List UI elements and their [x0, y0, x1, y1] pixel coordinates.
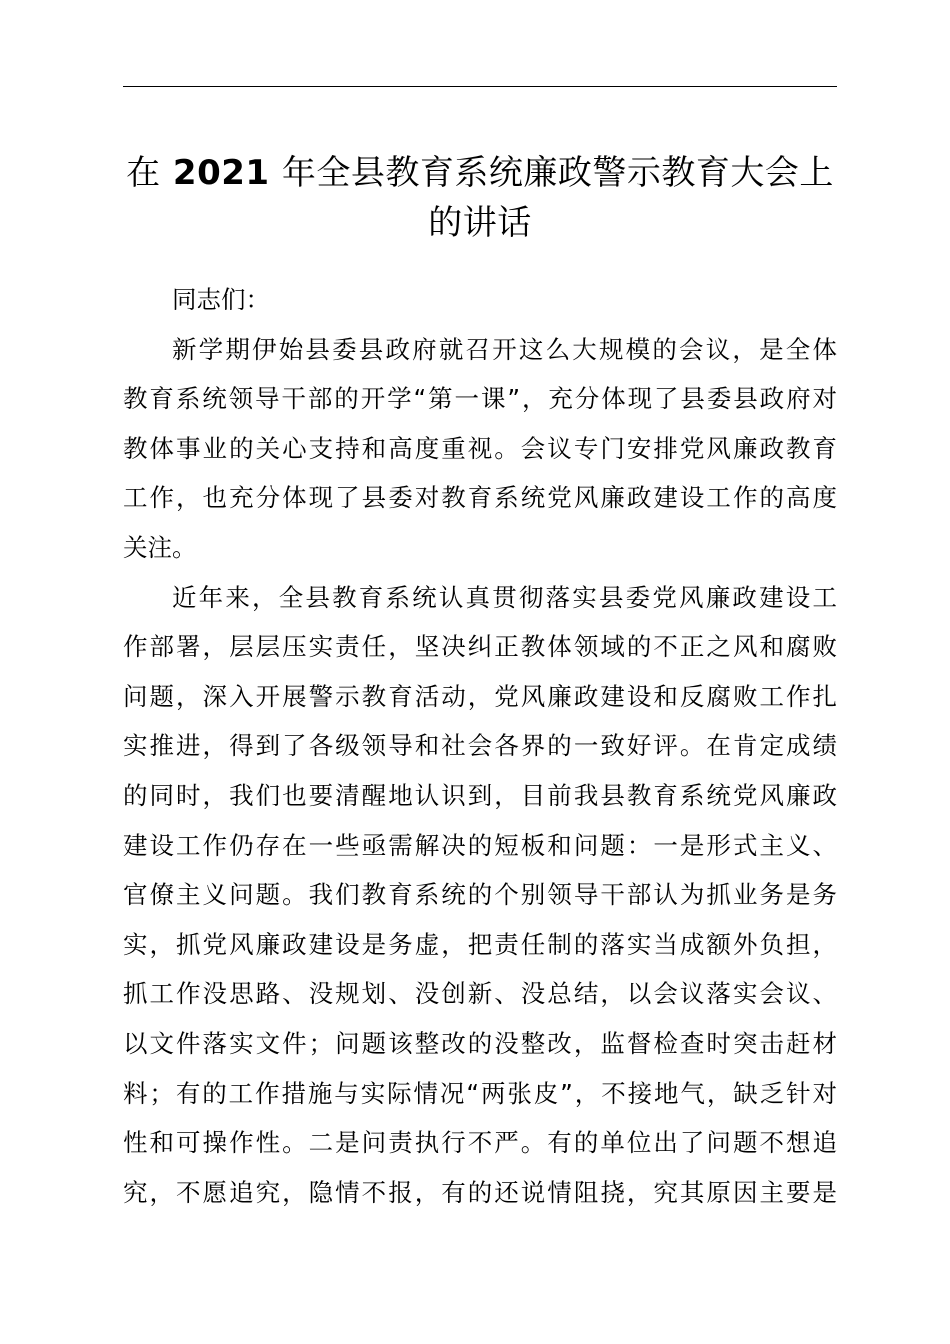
paragraph-line: 究，不愿追究，隐情不报，有的还说情阻挠，究其原因主要是	[123, 1177, 837, 1207]
paragraph-line: 以文件落实文件；问题该整改的没整改，监督检查时突击赶材	[123, 1028, 837, 1058]
title-line-1	[123, 148, 837, 198]
header-rule	[123, 86, 837, 87]
document-title	[123, 148, 837, 248]
document-body	[123, 275, 837, 1217]
paragraph-line: 关注。	[123, 532, 197, 562]
title-suffix: 年全县教育系统廉政警示教育大会上	[281, 153, 834, 193]
paragraph-line: 官僚主义问题。我们教育系统的个别领导干部认为抓业务是务	[123, 880, 837, 910]
paragraph-line: 教体事业的关心支持和高度重视。会议专门安排党风廉政教育	[123, 433, 837, 463]
paragraph-line: 新学期伊始县委县政府就召开这么大规模的会议，是全体	[172, 334, 837, 364]
paragraph-line: 实推进，得到了各级领导和社会各界的一致好评。在肯定成绩	[123, 731, 837, 761]
paragraph-line: 实，抓党风廉政建设是务虚，把责任制的落实当成额外负担，	[123, 929, 837, 959]
paragraph-line: 建设工作仍存在一些亟需解决的短板和问题：一是形式主义、	[123, 830, 837, 860]
title-year: 2021	[160, 153, 282, 193]
paragraph-2	[123, 573, 837, 1218]
paragraph-line: 的同时，我们也要清醒地认识到，目前我县教育系统党风廉政	[123, 780, 837, 810]
paragraph-line: 问题，深入开展警示教育活动，党风廉政建设和反腐败工作扎	[123, 681, 837, 711]
paragraph-line: 近年来，全县教育系统认真贯彻落实县委党风廉政建设工	[172, 582, 837, 612]
paragraph-line: 料；有的工作措施与实际情况“两张皮”，不接地气，缺乏针对	[123, 1078, 837, 1108]
paragraph-line: 教育系统领导干部的开学“第一课”，充分体现了县委县政府对	[123, 384, 837, 414]
paragraph-line: 作部署，层层压实责任，坚决纠正教体领域的不正之风和腐败	[123, 632, 837, 662]
paragraph-line: 性和可操作性。二是问责执行不严。有的单位出了问题不想追	[123, 1128, 837, 1158]
title-prefix: 在	[126, 153, 161, 193]
paragraph-1	[123, 325, 837, 573]
title-line-2: 的讲话	[428, 203, 532, 243]
salutation: 同志们：	[172, 285, 270, 314]
paragraph-line: 工作，也充分体现了县委对教育系统党风廉政建设工作的高度	[123, 483, 837, 513]
paragraph-line: 抓工作没思路、没规划、没创新、没总结，以会议落实会议、	[123, 979, 837, 1009]
